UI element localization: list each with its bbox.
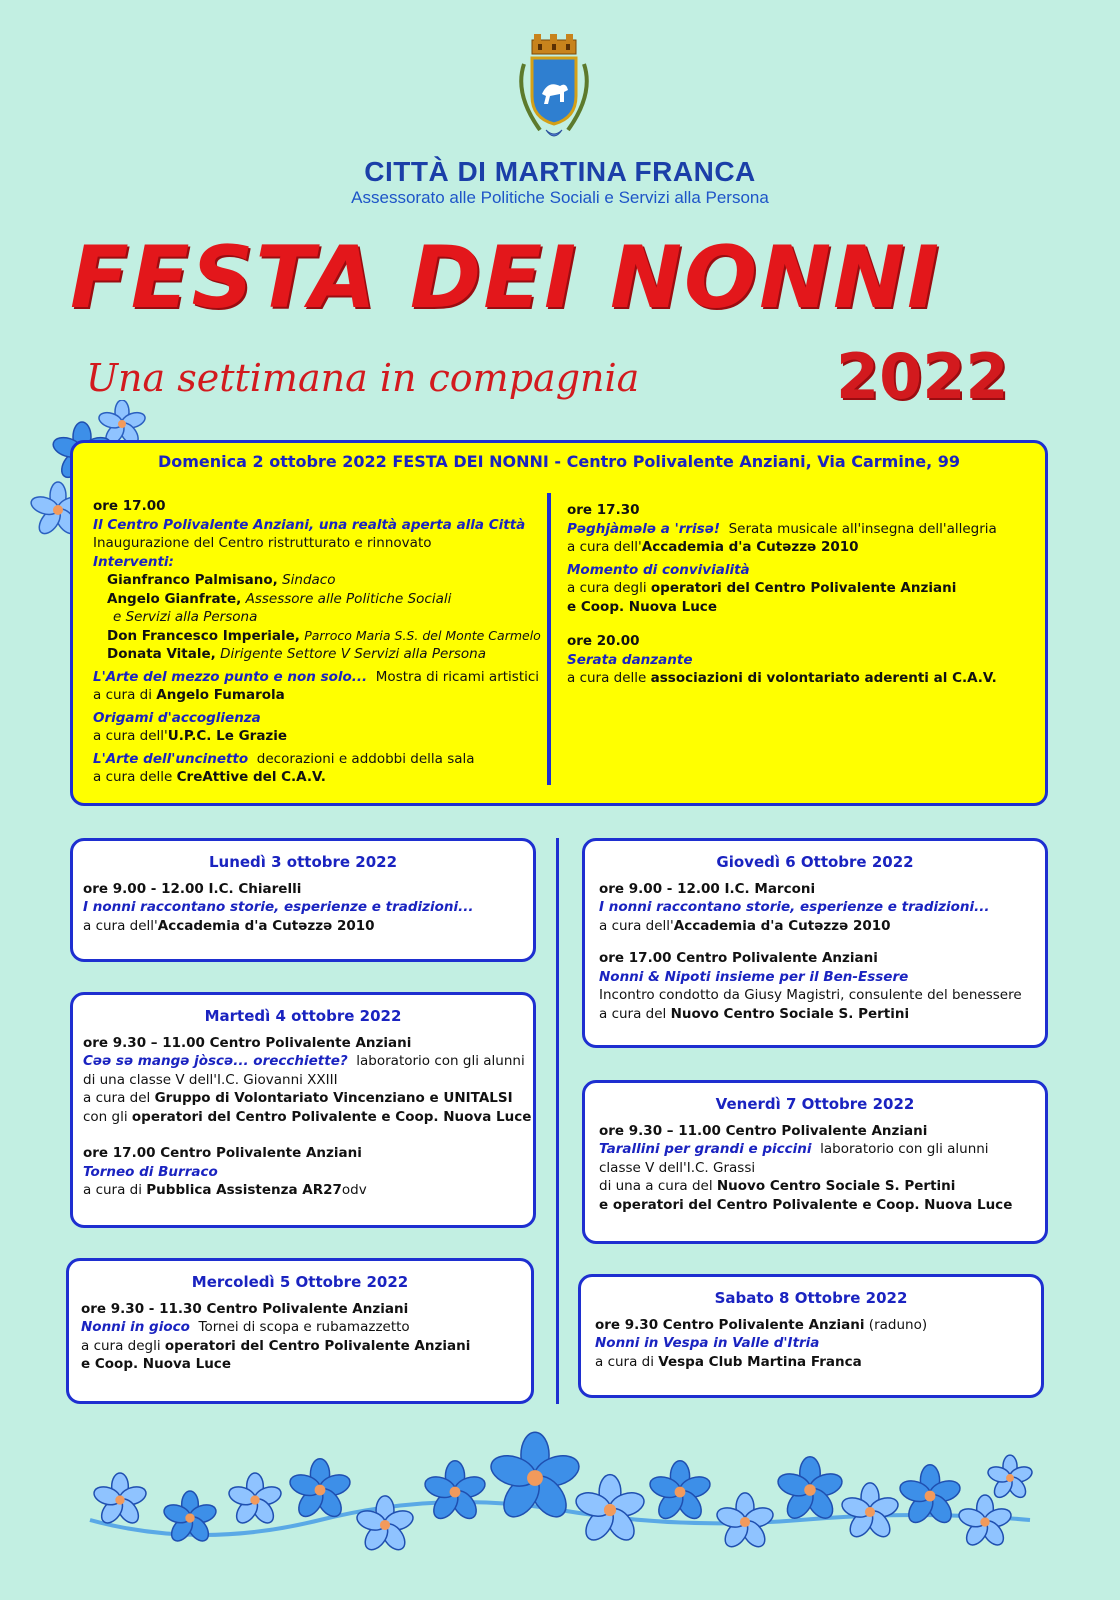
sunday-event-box [70,440,1048,806]
sunday-event-music-by: a cura dell'Accademia d'a Cutəzzə 2010 [567,539,859,555]
sunday-header: Domenica 2 ottobre 2022 FESTA DEI NONNI - Centro Polivalente Anziani, Via Carmine, 99 [157,452,960,471]
flower-icon [422,1461,487,1523]
flower-icon [227,1473,284,1527]
sunday-event-origami: Origami d'accoglienza [93,709,261,726]
flower-icon [897,1465,962,1527]
event-title: Cəə sə mangə jòscə... orecchiette? laboratorio con gli alunni [83,1053,525,1069]
event-time: ore 9.30 - 11.30 Centro Polivalente Anziani [81,1300,409,1317]
wednesday-event-box [66,1258,534,1404]
speaker-role-cont: e Servizi alla Persona [113,609,258,625]
event-title: Tarallini per grandi e piccini laboratorio con gli alunni [599,1141,989,1157]
event-title: Nonni & Nipoti insieme per il Ben-Essere [599,968,909,985]
monday-header: Lunedì 3 ottobre 2022 [208,853,398,871]
sunday-event-crochet: L'Arte dell'uncinetto decorazioni e addobbi della sala [93,750,475,767]
event-title: Torneo di Burraco [83,1163,218,1180]
sunday-event-conviviality-by: a cura degli operatori del Centro Polivalente Anziani [567,580,957,596]
event-desc: di una classe V dell'I.C. Giovanni XXIII [83,1071,338,1088]
thursday-event-box [582,838,1048,1048]
sunday-time-17: ore 17.00 [93,498,166,514]
sunday-event-crochet-by: a cura delle CreAttive del C.A.V. [93,769,326,785]
event-organizer: a cura dell'Accademia d'a Cutəzzə 2010 [83,917,375,934]
sunday-interventi-label: Interventi: [93,553,174,570]
city-name: CITTÀ DI MARTINA FRANCA [364,156,756,187]
wednesday-body [69,1292,531,1374]
city-coat-of-arms [510,34,598,144]
saturday-body [581,1308,1041,1372]
saturday-event-box [578,1274,1044,1398]
event-time: ore 9.30 – 11.00 Centro Polivalente Anziani [83,1034,412,1051]
event-organizer: a cura del Nuovo Centro Sociale S. Pertini [599,1005,910,1022]
flower-icon [957,1495,1014,1549]
tuesday-header: Martedì 4 ottobre 2022 [204,1007,402,1025]
event-title: I nonni raccontano storie, esperienze e tradizioni... [83,899,474,915]
event-organizer: a cura dell'Accademia d'a Cutəzzə 2010 [599,917,891,934]
event-title: Nonni in Vespa in Valle d'Itria [595,1335,820,1351]
event-organizer-cont: e Coop. Nuova Luce [81,1356,231,1372]
event-time: ore 9.30 Centro Polivalente Anziani (raduno) [595,1316,928,1333]
event-time: ore 9.30 – 11.00 Centro Polivalente Anziani [599,1122,928,1139]
event-time: ore 17.00 Centro Polivalente Anziani [83,1145,362,1161]
sunday-event-embroidery-by: a cura di Angelo Fumarola [93,687,285,703]
friday-event-box [582,1080,1048,1244]
sunday-time-1730: ore 17.30 [567,502,640,518]
event-organizer-cont: e operatori del Centro Polivalente e Coop. Nuova Luce [599,1196,1013,1213]
event-organizer: a cura di Vespa Club Martina Franca [595,1353,862,1370]
flower-garland-bottom [80,1430,1040,1590]
event-organizer: a cura del Gruppo di Volontariato Vincenziano e UNITALSI [83,1090,513,1106]
event-title: Nonni in gioco Tornei di scopa e rubamazzetto [81,1319,410,1335]
event-time: ore 9.00 - 12.00 I.C. Marconi [599,880,816,897]
sunday-event-music: Pəghjàmələ a 'rrisə! Serata musicale all'insegna dell'allegria [567,520,997,537]
event-desc: classe V dell'I.C. Grassi [599,1159,756,1176]
flower-icon [775,1457,845,1523]
saturday-header: Sabato 8 Ottobre 2022 [714,1289,908,1307]
thursday-body [585,872,1045,1024]
sunday-right-column [567,501,1027,688]
speaker-item: Don Francesco Imperiale, Parroco Maria S.S. del Monte Carmelo [107,627,541,644]
wednesday-header: Mercoledì 5 Ottobre 2022 [191,1273,409,1291]
monday-body [73,872,533,936]
friday-body [585,1114,1045,1215]
sunday-event-conviviality-by-cont: e Coop. Nuova Luce [567,598,717,615]
tuesday-body [73,1026,533,1200]
event-organizer: di una a cura del Nuovo Centro Sociale S. Pertini [599,1178,956,1194]
tuesday-event-box [70,992,536,1228]
sunday-event-conviviality: Momento di convivialità [567,561,750,578]
poster-subtitle: Una settimana in compagnia [86,356,640,400]
flower-icon [986,1455,1034,1501]
sunday-column-divider [547,493,551,785]
sunday-left-column [93,497,563,787]
friday-header: Venerdì 7 Ottobre 2022 [715,1095,915,1113]
poster-year: 2022 [836,340,1009,413]
flower-icon [573,1475,647,1545]
speakers-list [93,571,563,664]
sunday-event-embroidery: L'Arte del mezzo punto e non solo... Mostra di ricami artistici [93,668,540,685]
sunday-event-origami-by: a cura dell'U.P.C. Le Grazie [93,728,288,744]
speaker-item: Angelo Gianfrate, Assessore alle Politiche Sociali [107,590,452,607]
poster-title: FESTA DEI NONNI [70,228,942,328]
speaker-item: Gianfranco Palmisano, Sindaco [107,572,336,588]
sunday-event-dance: Serata danzante [567,651,693,668]
flower-icon [287,1459,352,1521]
flower-icon [92,1473,149,1527]
weekdays-column-divider [556,838,559,1404]
thursday-header: Giovedì 6 Ottobre 2022 [716,853,914,871]
sunday-time-20: ore 20.00 [567,633,640,649]
monday-event-box [70,838,536,962]
sunday-event-center: Il Centro Polivalente Anziani, una realtà aperta alla Città [93,516,526,533]
event-desc: Incontro condotto da Giusy Magistri, consulente del benessere [599,987,1022,1003]
event-organizer: a cura di Pubblica Assistenza AR27odv [83,1182,367,1198]
flower-icon [647,1461,712,1523]
speaker-item: Donata Vitale, Dirigente Settore V Servizi alla Persona [107,646,486,662]
event-title: I nonni raccontano storie, esperienze e tradizioni... [599,899,990,915]
event-organizer: a cura degli operatori del Centro Polivalente Anziani [81,1337,471,1354]
sunday-event-dance-by: a cura delle associazioni di volontariato aderenti al C.A.V. [567,670,997,686]
flower-icon [715,1493,776,1551]
event-organizer: con gli operatori del Centro Polivalente e Coop. Nuova Luce [83,1108,532,1125]
event-time: ore 17.00 Centro Polivalente Anziani [599,950,878,966]
event-time: ore 9.00 - 12.00 I.C. Chiarelli [83,880,302,897]
department-name: Assessorato alle Politiche Sociali e Servizi alla Persona [351,188,769,207]
sunday-event-center-desc: Inaugurazione del Centro ristrutturato e rinnovato [93,535,432,551]
flower-icon [840,1483,901,1541]
